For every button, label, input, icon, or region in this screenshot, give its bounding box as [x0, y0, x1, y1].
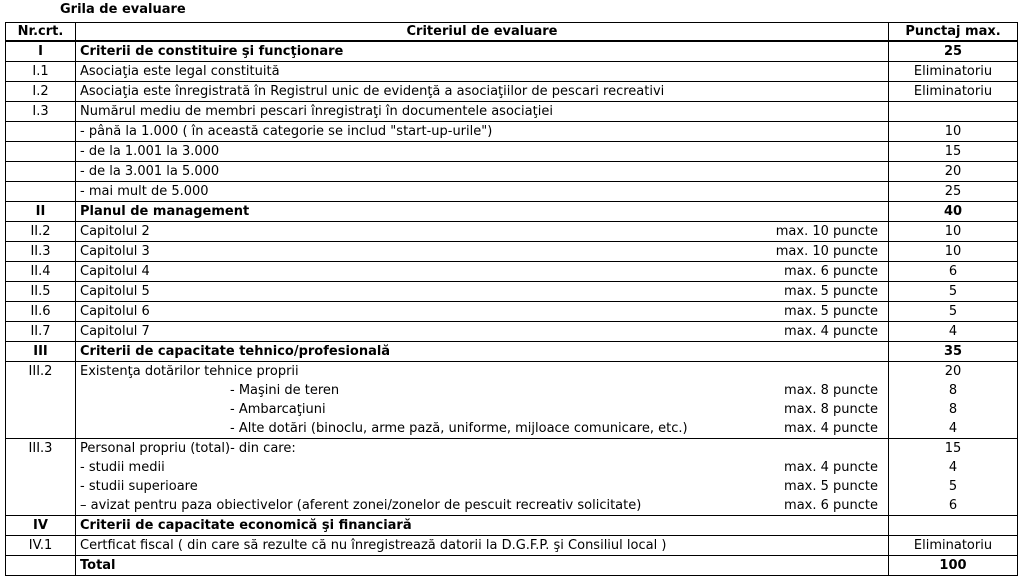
criteria-content: [80, 282, 884, 301]
row-criteria: [76, 302, 889, 322]
table-row: [6, 536, 1018, 556]
sub-item-label: - studii superioare: [80, 479, 198, 494]
row-nr: II.6: [6, 302, 76, 322]
max-points: max. 10 puncte: [775, 224, 878, 239]
max-points: max. 10 puncte: [775, 244, 878, 259]
block-title-score: 15: [944, 441, 962, 456]
block-title-score: 20: [944, 364, 962, 379]
criteria-content: [80, 322, 884, 341]
row-score: 40: [889, 202, 1018, 222]
row-criteria: [76, 439, 889, 516]
criteria-text: Asociaţia este legal constituită: [80, 64, 280, 79]
row-criteria: [76, 322, 889, 342]
table-row: [6, 262, 1018, 282]
block-title: Existenţa dotărilor tehnice proprii: [80, 364, 299, 379]
row-criteria: [76, 62, 889, 82]
table-row: [6, 222, 1018, 242]
row-nr: [6, 122, 76, 142]
criteria-content: [80, 102, 884, 121]
table-row: [6, 82, 1018, 102]
row-score: 10: [889, 122, 1018, 142]
criteria-content: [80, 516, 884, 535]
row-score: 15: [889, 142, 1018, 162]
row-score: [889, 516, 1018, 536]
criteria-text: Criterii de capacitate tehnico/profesională: [80, 344, 391, 359]
row-criteria: [76, 262, 889, 282]
row-criteria: [76, 362, 889, 439]
criteria-text: Planul de management: [80, 204, 250, 219]
sub-item-label: - Ambarcaţiuni: [230, 402, 326, 417]
table-row: [6, 322, 1018, 342]
sub-item: [80, 496, 884, 515]
row-score: 10: [889, 222, 1018, 242]
block-title: Personal propriu (total)- din care:: [80, 441, 296, 456]
row-criteria: [76, 202, 889, 222]
criteria-text: Capitolul 7: [80, 324, 150, 339]
criteria-content: [80, 302, 884, 321]
row-score: 6: [889, 262, 1018, 282]
sub-item-label: - Alte dotări (binoclu, arme pază, uniforme, mijloace comunicare, etc.): [230, 421, 688, 436]
max-points: max. 5 puncte: [784, 284, 878, 299]
row-score: 100: [889, 556, 1018, 576]
criteria-text: - de la 1.001 la 3.000: [80, 144, 220, 159]
row-nr: III.2: [6, 362, 76, 439]
sub-item-score: 5: [948, 479, 958, 494]
row-criteria: [76, 342, 889, 362]
criteria-content: [80, 222, 884, 241]
sub-item: [80, 477, 884, 496]
criteria-text: - de la 3.001 la 5.000: [80, 164, 220, 179]
table-row-block: [6, 439, 1018, 516]
row-nr: [6, 162, 76, 182]
sub-item-score: 4: [948, 421, 958, 436]
table-row: [6, 242, 1018, 262]
row-nr: IV: [6, 516, 76, 536]
row-nr: II.3: [6, 242, 76, 262]
row-nr: II.5: [6, 282, 76, 302]
table-row: [6, 162, 1018, 182]
header-nr: Nr.crt.: [6, 23, 76, 42]
criteria-content: [80, 536, 884, 555]
row-criteria: [76, 182, 889, 202]
sub-item-max: max. 8 puncte: [784, 383, 878, 398]
row-criteria: [76, 282, 889, 302]
row-score: 35: [889, 342, 1018, 362]
row-nr: II.4: [6, 262, 76, 282]
row-nr: [6, 182, 76, 202]
row-nr: III.3: [6, 439, 76, 516]
row-criteria: [76, 82, 889, 102]
criteria-text: Capitolul 3: [80, 244, 150, 259]
row-score: Eliminatoriu: [889, 536, 1018, 556]
sub-item-score: 8: [948, 402, 958, 417]
table-row: [6, 342, 1018, 362]
criteria-text: - mai mult de 5.000: [80, 184, 209, 199]
max-points: max. 5 puncte: [784, 304, 878, 319]
row-nr: I.3: [6, 102, 76, 122]
row-nr: [6, 556, 76, 576]
row-nr: I.2: [6, 82, 76, 102]
row-score: 5: [889, 302, 1018, 322]
row-nr: III: [6, 342, 76, 362]
row-nr: II: [6, 202, 76, 222]
criteria-text: Capitolul 5: [80, 284, 150, 299]
criteria-text: Capitolul 4: [80, 264, 150, 279]
row-nr: I.1: [6, 62, 76, 82]
table-row: [6, 102, 1018, 122]
criteria-content: [80, 242, 884, 261]
criteria-content: [80, 202, 884, 221]
sub-item-label: – avizat pentru paza obiectivelor (aferent zonei/zonelor de pescuit recreativ solicitate): [80, 498, 642, 513]
grid-body: [6, 41, 1018, 576]
table-row: [6, 122, 1018, 142]
table-row: [6, 516, 1018, 536]
criteria-content: [80, 42, 884, 61]
table-row: [6, 282, 1018, 302]
criteria-text: Capitolul 6: [80, 304, 150, 319]
table-row: [6, 182, 1018, 202]
criteria-content: [80, 142, 884, 161]
row-nr: II.2: [6, 222, 76, 242]
row-score: [889, 102, 1018, 122]
criteria-text: Capitolul 2: [80, 224, 150, 239]
criteria-content: [80, 262, 884, 281]
table-row: [6, 142, 1018, 162]
sub-item-max: max. 4 puncte: [784, 460, 878, 475]
table-row: [6, 556, 1018, 576]
criteria-text: Total: [80, 558, 116, 573]
row-criteria: [76, 242, 889, 262]
criteria-text: Numărul mediu de membri pescari înregistraţi în documentele asociaţiei: [80, 104, 553, 119]
row-score: Eliminatoriu: [889, 82, 1018, 102]
header-criteria: Criteriul de evaluare: [76, 23, 889, 42]
criteria-content: [80, 342, 884, 361]
row-score: 10: [889, 242, 1018, 262]
row-criteria: [76, 41, 889, 62]
sub-item-label: - studii medii: [80, 460, 165, 475]
sub-item: [80, 400, 884, 419]
row-criteria: [76, 142, 889, 162]
row-criteria: [76, 222, 889, 242]
row-nr: IV.1: [6, 536, 76, 556]
row-score: 25: [889, 182, 1018, 202]
criteria-text: Criterii de constituire şi funcţionare: [80, 44, 344, 59]
max-points: max. 4 puncte: [784, 324, 878, 339]
criteria-content: [80, 162, 884, 181]
criteria-text: Asociaţia este înregistrată în Registrul unic de evidenţă a asociaţiilor de pescari recreativi: [80, 84, 665, 99]
row-nr: I: [6, 41, 76, 62]
criteria-content: [80, 82, 884, 101]
row-score: 20: [889, 162, 1018, 182]
evaluation-grid: [5, 22, 1018, 576]
table-row: [6, 202, 1018, 222]
row-nr: [6, 142, 76, 162]
table-row: [6, 302, 1018, 322]
row-score: [889, 362, 1018, 439]
sub-item-score: 6: [948, 498, 958, 513]
row-criteria: [76, 516, 889, 536]
row-score: 5: [889, 282, 1018, 302]
sub-item-score: 4: [948, 460, 958, 475]
criteria-content: [80, 122, 884, 141]
sub-item: [80, 381, 884, 400]
header-score: Punctaj max.: [889, 23, 1018, 42]
row-criteria: [76, 556, 889, 576]
sub-item-max: max. 8 puncte: [784, 402, 878, 417]
row-criteria: [76, 102, 889, 122]
criteria-content: [80, 62, 884, 81]
criteria-text: - până la 1.000 ( în această categorie se includ "start-up-urile"): [80, 124, 493, 139]
criteria-content: [80, 182, 884, 201]
sub-item-score: 8: [948, 383, 958, 398]
table-row: [6, 62, 1018, 82]
row-criteria: [76, 536, 889, 556]
row-score: [889, 439, 1018, 516]
criteria-text: Certficat fiscal ( din care să rezulte că nu înregistrează datorii la D.G.F.P. şi Consiliul local ): [80, 538, 667, 553]
header-row: [6, 23, 1018, 42]
sub-item-max: max. 5 puncte: [784, 479, 878, 494]
row-nr: II.7: [6, 322, 76, 342]
document-title: Grila de evaluare: [60, 2, 186, 17]
row-criteria: [76, 122, 889, 142]
criteria-content: [80, 556, 884, 575]
sub-item-max: max. 6 puncte: [784, 498, 878, 513]
row-criteria: [76, 162, 889, 182]
row-score: 25: [889, 41, 1018, 62]
sub-item: [80, 419, 884, 438]
row-score: 4: [889, 322, 1018, 342]
criteria-text: Criterii de capacitate economică şi financiară: [80, 518, 412, 533]
sub-item-max: max. 4 puncte: [784, 421, 878, 436]
row-score: Eliminatoriu: [889, 62, 1018, 82]
sub-item: [80, 458, 884, 477]
max-points: max. 6 puncte: [784, 264, 878, 279]
table-row: [6, 41, 1018, 62]
table-row-block: [6, 362, 1018, 439]
sub-item-label: - Maşini de teren: [230, 383, 340, 398]
